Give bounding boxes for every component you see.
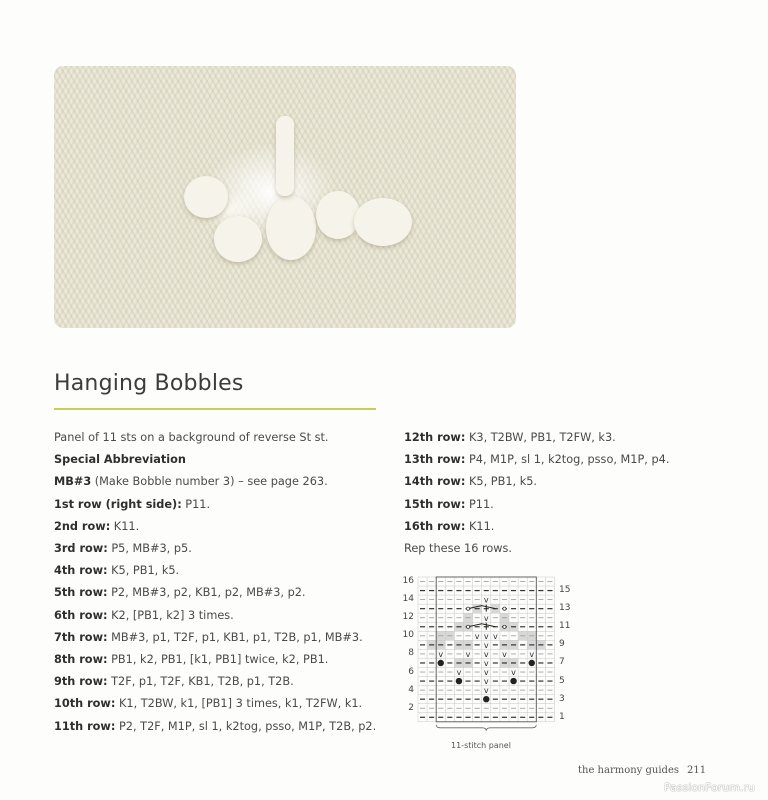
intro-text: Panel of 11 sts on a background of reverse St st. bbox=[54, 431, 329, 444]
svg-text:v: v bbox=[483, 659, 489, 668]
row-instruction bbox=[404, 471, 704, 493]
svg-text:v: v bbox=[483, 613, 489, 623]
bobble bbox=[214, 216, 262, 262]
repeat-text: Rep these 16 rows. bbox=[404, 542, 513, 556]
row-instruction bbox=[54, 605, 394, 627]
row-label: 5th row: bbox=[54, 586, 108, 600]
svg-text:v: v bbox=[456, 668, 462, 678]
abbr-desc: (Make Bobble number 3) – see page 263. bbox=[91, 475, 328, 489]
bobble bbox=[354, 198, 412, 246]
row-label: 10th row: bbox=[54, 697, 116, 711]
row-text: K11. bbox=[110, 519, 140, 533]
stem bbox=[276, 116, 294, 196]
row-text: K1, T2BW, k1, [PB1] 3 times, k1, T2FW, k1. bbox=[115, 697, 363, 711]
pattern-title: Hanging Bobbles bbox=[54, 371, 244, 396]
bobble bbox=[316, 191, 360, 239]
special-abbreviation-heading: Special Abbreviation bbox=[54, 453, 186, 467]
row-number-right: 9 bbox=[559, 639, 565, 650]
row-text: MB#3, p1, T2F, p1, KB1, p1, T2B, p1, MB#3. bbox=[107, 630, 363, 644]
row-label: 1st row (right side): bbox=[54, 497, 182, 511]
svg-text:v: v bbox=[502, 649, 507, 659]
row-text: P11. bbox=[465, 497, 494, 511]
row-number-left: 12 bbox=[402, 612, 414, 623]
svg-text:v: v bbox=[511, 668, 516, 678]
row-instruction bbox=[54, 627, 394, 649]
row-text: P2, T2F, M1P, sl 1, k2tog, psso, M1P, T2B, p2. bbox=[115, 719, 377, 733]
svg-text:v: v bbox=[465, 649, 471, 659]
row-text: P5, MB#3, p5. bbox=[107, 542, 192, 556]
row-list-left bbox=[54, 494, 394, 738]
row-instruction bbox=[54, 516, 394, 538]
row-text: K3, T2BW, PB1, T2FW, k3. bbox=[465, 431, 616, 444]
svg-text:v: v bbox=[483, 631, 489, 641]
svg-text:v: v bbox=[483, 640, 489, 650]
row-label: 8th row: bbox=[54, 653, 108, 667]
row-text: P11. bbox=[181, 497, 211, 511]
row-number-left: 4 bbox=[408, 684, 414, 695]
row-instruction bbox=[54, 693, 394, 715]
row-number-left: 2 bbox=[408, 702, 414, 713]
row-number-right: 3 bbox=[559, 693, 565, 704]
row-number-right: 13 bbox=[559, 603, 571, 614]
row-label: 14th row: bbox=[404, 475, 466, 489]
row-text: PB1, k2, PB1, [k1, PB1] twice, k2, PB1. bbox=[107, 653, 329, 667]
row-text: K11. bbox=[465, 519, 495, 533]
row-instruction bbox=[404, 449, 704, 471]
row-label: 3rd row: bbox=[54, 542, 108, 556]
row-text: K5, PB1, k5. bbox=[107, 564, 180, 578]
special-abbreviation bbox=[54, 471, 394, 493]
row-number-left: 8 bbox=[408, 648, 414, 659]
row-label: 7th row: bbox=[54, 630, 108, 644]
row-instruction bbox=[54, 560, 394, 582]
row-label: 12th row: bbox=[404, 431, 466, 444]
row-label: 16th row: bbox=[404, 519, 466, 533]
swatch-photo bbox=[54, 66, 516, 328]
svg-text:v: v bbox=[483, 668, 489, 678]
title-divider bbox=[54, 408, 376, 410]
row-instruction bbox=[54, 649, 394, 671]
row-label: 13th row: bbox=[404, 453, 466, 467]
abbr: MB#3 bbox=[54, 475, 92, 489]
svg-text:v: v bbox=[529, 649, 535, 659]
row-instruction bbox=[54, 494, 394, 516]
row-instruction bbox=[54, 582, 394, 604]
row-number-right: 15 bbox=[559, 585, 571, 596]
bobble bbox=[266, 196, 316, 260]
row-instruction bbox=[54, 716, 394, 738]
row-number-right: 1 bbox=[559, 711, 565, 722]
chart-caption: 11-stitch panel bbox=[451, 741, 511, 750]
row-label: 4th row: bbox=[54, 564, 108, 578]
row-number-right: 5 bbox=[559, 675, 565, 686]
row-instruction bbox=[54, 671, 394, 693]
stitch-chart bbox=[400, 572, 570, 762]
row-number-left: 16 bbox=[402, 576, 414, 586]
row-text: K2, [PB1, k2] 3 times. bbox=[107, 608, 234, 622]
row-label: 11th row: bbox=[54, 719, 116, 733]
watermark: PassionForum.ru bbox=[664, 781, 755, 794]
row-text: K5, PB1, k5. bbox=[465, 475, 538, 489]
row-label: 2nd row: bbox=[54, 519, 111, 533]
svg-text:v: v bbox=[492, 631, 498, 641]
row-number-right: 11 bbox=[559, 621, 571, 632]
row-instruction bbox=[404, 494, 704, 516]
book-title: the harmony guides bbox=[578, 765, 680, 776]
row-text: P4, M1P, sl 1, k2tog, psso, M1P, p4. bbox=[465, 453, 670, 467]
row-instruction bbox=[404, 427, 704, 449]
instructions-left-column bbox=[54, 427, 394, 738]
svg-text:v: v bbox=[483, 595, 489, 605]
svg-text:v: v bbox=[483, 677, 489, 687]
row-number-left: 14 bbox=[402, 594, 414, 605]
instructions-right-column bbox=[404, 427, 704, 560]
bobble bbox=[184, 176, 228, 218]
page-number: 211 bbox=[687, 765, 707, 776]
page-footer bbox=[578, 765, 706, 776]
row-label: 6th row: bbox=[54, 608, 108, 622]
svg-text:v: v bbox=[483, 686, 489, 696]
row-number-right: 7 bbox=[559, 657, 565, 668]
row-instruction bbox=[404, 516, 704, 538]
row-label: 9th row: bbox=[54, 675, 108, 689]
svg-text:v: v bbox=[438, 649, 444, 659]
row-number-left: 10 bbox=[402, 630, 414, 641]
svg-text:v: v bbox=[483, 649, 489, 659]
row-number-left: 6 bbox=[408, 666, 414, 677]
svg-text:v: v bbox=[474, 631, 480, 641]
row-list-right bbox=[404, 427, 704, 538]
row-label: 15th row: bbox=[404, 497, 466, 511]
row-instruction bbox=[54, 538, 394, 560]
chart-grid bbox=[400, 572, 570, 762]
row-text: P2, MB#3, p2, KB1, p2, MB#3, p2. bbox=[107, 586, 306, 600]
row-text: T2F, p1, T2F, KB1, T2B, p1, T2B. bbox=[107, 675, 294, 689]
